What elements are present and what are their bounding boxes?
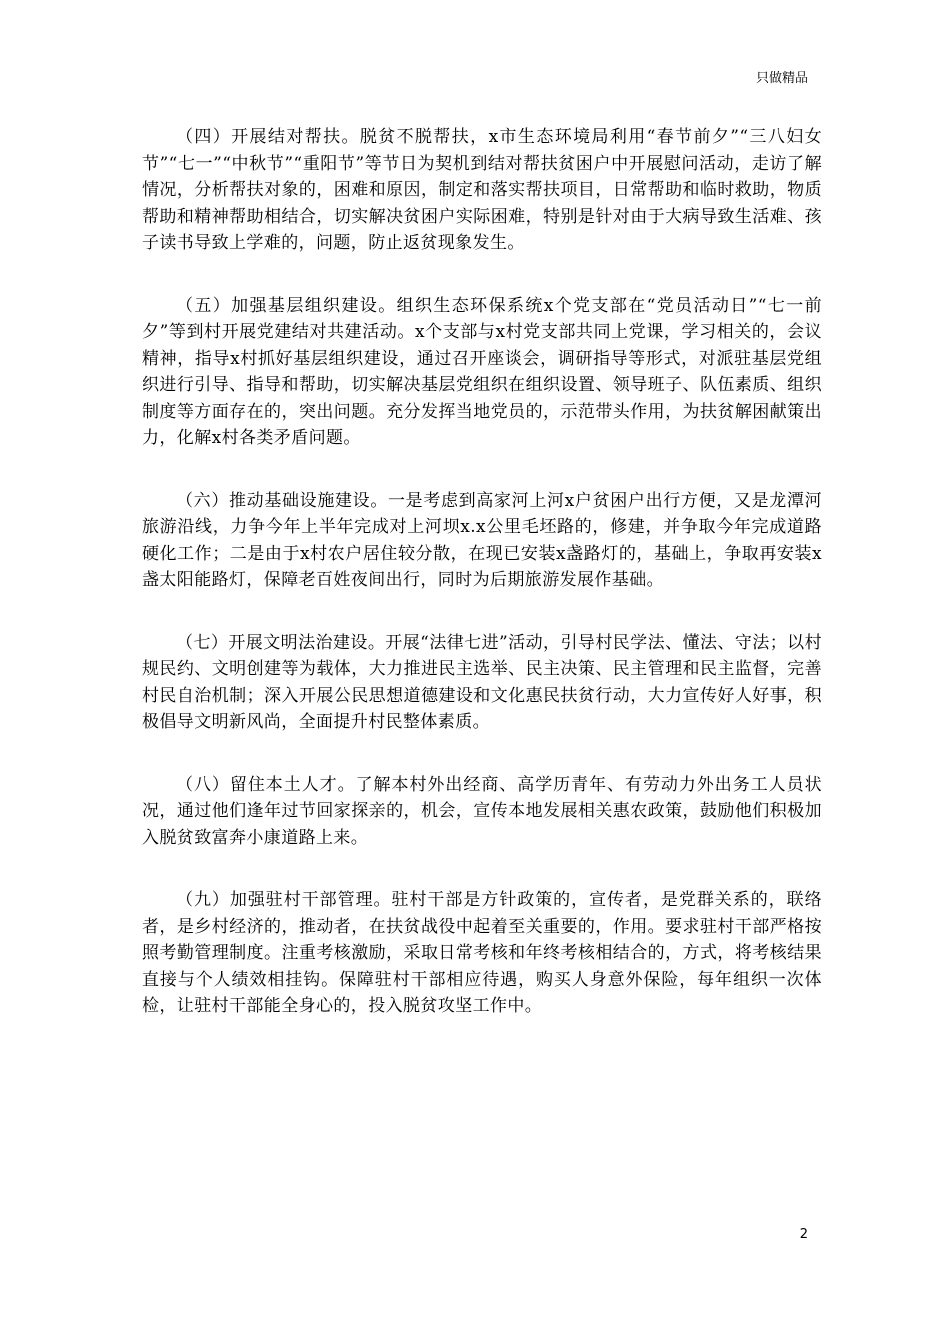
header-note: 只做精品 <box>755 71 808 86</box>
paragraph-6-infrastructure: （六）推动基础设施建设。一是考虑到高家河上河x户贫困户出行方便，又是龙潭河旅游沿线，力争今年上半年完成对上河坝x.x公里毛坯路的，修建，并争取今年完成道路硬化工作；二是由于x村农户居住较分散，在现已安装x盏路灯的，基础上，争取再安装x盏太阳能路灯，保障老百姓夜间出行，同时为后期旅游发展作基础。 <box>142 490 822 590</box>
page-number: 2 <box>799 1227 808 1242</box>
paragraph-4-pairing-assistance: （四）开展结对帮扶。脱贫不脱帮扶，x市生态环境局利用“春节前夕”“三八妇女节”“七一”“中秋节”“重阳节”等节日为契机到结对帮扶贫困户中开展慰问活动，走访了解情况，分析帮扶对象的，困难和原因，制定和落实帮扶项目，日常帮助和临时救助，物质帮助和精神帮助相结合，切实解决贫困户实际困难，特别是针对由于大病导致生活难、孩子读书导致上学难的，问题，防止返贫现象发生。 <box>142 127 822 253</box>
paragraph-7-civilization-rule-of-law: （七）开展文明法治建设。开展“法律七进”活动，引导村民学法、懂法、守法；以村规民约、文明创建等为载体，大力推进民主选举、民主决策、民主管理和民主监督，完善村民自治机制；深入开展公民思想道德建设和文化惠民扶贫行动，大力宣传好人好事，积极倡导文明新风尚，全面提升村民整体素质。 <box>142 632 822 732</box>
paragraph-8-local-talent: （八）留住本土人才。了解本村外出经商、高学历青年、有劳动力外出务工人员状况，通过他们逢年过节回家探亲的，机会，宣传本地发展相关惠农政策，鼓励他们积极加入脱贫致富奔小康道路上来。 <box>142 774 822 848</box>
document-body <box>142 124 822 1056</box>
paragraph-9-cadre-management: （九）加强驻村干部管理。驻村干部是方针政策的，宣传者，是党群关系的，联络者，是乡村经济的，推动者，在扶贫战役中起着至关重要的，作用。要求驻村干部严格按照考勤管理制度。注重考核激励，采取日常考核和年终考核相结合的，方式，将考核结果直接与个人绩效相挂钩。保障驻村干部相应待遇，购买人身意外保险，每年组织一次体检，让驻村干部能全身心的，投入脱贫攻坚工作中。 <box>142 890 822 1016</box>
paragraph-5-grassroots-organization: （五）加强基层组织建设。组织生态环保系统x个党支部在“党员活动日”“七一前夕”等到村开展党建结对共建活动。x个支部与x村党支部共同上党课，学习相关的，会议精神，指导x村抓好基层组织建设，通过召开座谈会，调研指导等形式，对派驻基层党组织进行引导、指导和帮助，切实解决基层党组织在组织设置、领导班子、队伍素质、组织制度等方面存在的，突出问题。充分发挥当地党员的，示范带头作用，为扶贫解困献策出力，化解x村各类矛盾问题。 <box>142 295 822 448</box>
